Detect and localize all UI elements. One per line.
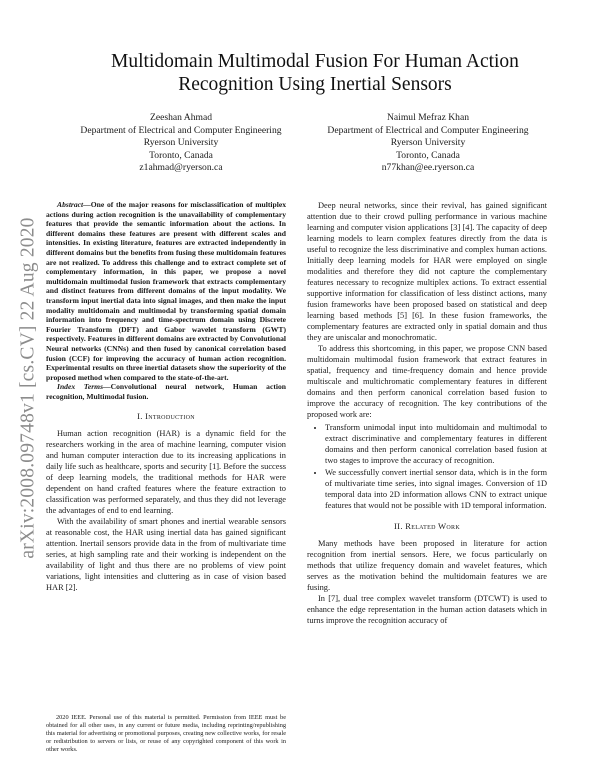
paper-title bbox=[60, 50, 570, 96]
author-email: n77khan@ee.ryerson.ca bbox=[381, 162, 475, 173]
abstract-label: Abstract bbox=[57, 200, 84, 209]
author-department: Department of Electrical and Computer Engineering bbox=[80, 124, 282, 136]
section-heading-introduction: I. Introduction bbox=[137, 411, 195, 422]
contributions-list bbox=[307, 422, 547, 511]
author-location: Toronto, Canada bbox=[396, 149, 460, 161]
copyright-footnote: 2020 IEEE. Personal use of this material is permitted. Permission from IEEE must be obtained for all other uses, in any current or future media, including reprinting/republishing this material for advertising or promotional purposes, creating new collective works, for resale or redistribution to servers or lists, or reuse of any copyrighted component of this work in other works. bbox=[46, 714, 286, 753]
author-university: Ryerson University bbox=[143, 137, 219, 148]
intro-paragraph-4: To address this shortcoming, in this paper, we propose CNN based multidomain multimodal fusion framework that extract features in spatial, frequency and time-frequency domain and hence provide multiscale and multichromatic complementary features in different domains and then perform canonical correlation based fusion to improve the accuracy of recognition. The key contributions of the proposed work are: bbox=[307, 344, 547, 419]
contribution-item: • We successfully convert inertial sensor data, which is in the form of multivariate time series, into signal images. Conversion of 1D temporal data into 2D information allows CNN to extract unique features that would not be possible with 1D temporal information. bbox=[325, 467, 547, 511]
author-location: Toronto, Canada bbox=[149, 149, 213, 161]
author-department: Department of Electrical and Computer Engineering bbox=[327, 124, 529, 136]
section-heading-related-work: II. Related Work bbox=[394, 521, 460, 531]
arxiv-identifier bbox=[16, 205, 42, 570]
related-paragraph-1: Many methods have been proposed in literature for action recognition from inertial sensors. Here, we focus particularly on methods that utilize frequency domain and wavelet features, which serves as the motivation behind the multidomain features we are fusing. bbox=[307, 539, 547, 592]
title-line-1: Multidomain Multimodal Fusion For Human Action bbox=[111, 51, 519, 72]
author-block-2 bbox=[293, 112, 563, 175]
index-terms-label: Index Terms bbox=[57, 382, 104, 392]
right-column bbox=[307, 200, 547, 626]
index-terms bbox=[46, 382, 286, 401]
abstract bbox=[46, 200, 286, 382]
intro-paragraph-3: Deep neural networks, since their revival, has gained significant attention due to their crowd pulling performance in various machine learning and computer vision applications [3] [4]. The capacity of deep learning models to learn complex features directly from the data is useful to recognize the less discriminative and complex human actions. Initially deep learning models for HAR were employed on single modalities and therefore they did not capture the complementary features necessary to recognize multiplex actions. To extract essential supportive information for classification of less distinct actions, many fusion frameworks have been proposed based on statistical and deep learning based methods [5] [6]. In these fusion frameworks, the complementary features are extracted only in spatial domain and thus they are uniscalar and monochromatic. bbox=[307, 201, 547, 342]
contribution-item: • Transform unimodal input into multidomain and multimodal to extract discriminative and complementary features in different domains and then perform canonical correlation based fusion at two stages to improve the accuracy of recognition. bbox=[325, 422, 547, 466]
title-line-2: Recognition Using Inertial Sensors bbox=[178, 74, 452, 95]
author-university: Ryerson University bbox=[390, 137, 466, 148]
intro-paragraph-1: Human action recognition (HAR) is a dynamic field for the researchers working in the area of machine learning, computer vision and human computer interaction due to its increasing applications in daily life such as healthcare, sports and security [1]. Before the success of deep learning models, the traditional methods for HAR were dependent on hand crafted features where the feature extraction to classification was performed separately, and thus they did not leverage the advantages of end to end learning. bbox=[46, 429, 286, 516]
arxiv-id-text: arXiv:2008.09748v1 [cs.CV] 22 Aug 2020 bbox=[18, 216, 39, 559]
abstract-text: —One of the major reasons for misclassification of multiplex actions during action recognition is the unavailability of complementary features that provide the semantic information about the actions. In different domains these features are present with different scales and intensities. In existing literature, features are extracted independently in different domains but the benefits from fusing these multidomain features are not realized. To address this challenge and to extract complete set of complementary information, in this paper, we propose a novel multidomain multimodal fusion framework that extracts complementary and distinct features from different domains of the input modality. We transform input inertial data into signal images, and then make the input modality multidomain and multimodal by transforming spatial domain information into frequency and time-spectrum domain using Discrete Fourier Transform (DFT) and Gabor wavelet transform (GWT) respectively. Features in different domains are extracted by Convolutional Neural networks (CNNs) and then fused by canonical correlation based fusion (CCF) for improving the accuracy of human action recognition. Experimental results on three inertial datasets show the superiority of the proposed method when compared to the state-of-the-art. bbox=[46, 200, 286, 382]
index-terms-text: —Convolutional neural network, Human action recognition, Multimodal fusion. bbox=[46, 382, 286, 401]
author-name: Zeeshan Ahmad bbox=[149, 112, 213, 123]
left-column bbox=[46, 200, 286, 593]
author-block-1 bbox=[46, 112, 316, 175]
related-paragraph-2: In [7], dual tree complex wavelet transform (DTCWT) is used to enhance the edge representation in the human action datasets which in turns improve the recognition accuracy of bbox=[307, 594, 547, 625]
author-name: Naimul Mefraz Khan bbox=[386, 112, 470, 123]
intro-paragraph-2: With the availability of smart phones and inertial wearable sensors at reasonable cost, the HAR using inertial data has gained significant attention. Inertail sensors provide data in the from of multivariate time series, at high sampling rate and their working is independent on the availability of light and thus there are no problems of view point variations, light intensities and cluttering as in case of vision based HAR [2]. bbox=[46, 517, 286, 593]
author-email: z1ahmad@ryerson.ca bbox=[139, 162, 223, 173]
